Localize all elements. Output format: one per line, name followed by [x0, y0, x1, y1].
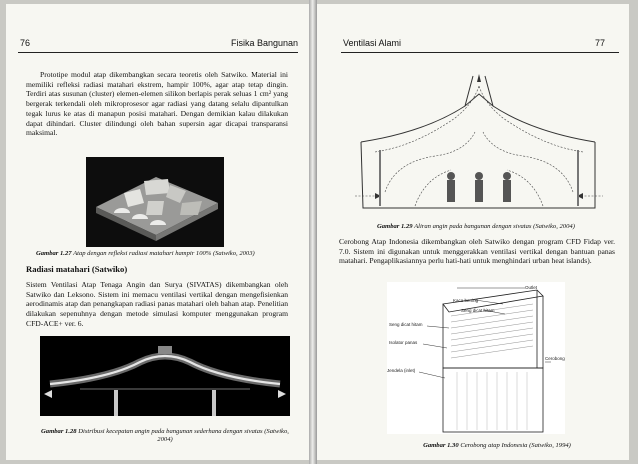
- figure-label: Gambar 1.27: [36, 250, 72, 257]
- header-rule: [341, 52, 619, 53]
- page-number: 77: [595, 38, 606, 48]
- book-spine: [309, 0, 317, 464]
- figure-1-30-caption: [377, 442, 617, 450]
- body-paragraph: Cerobong Atap Indonesia dikembangkan oleh Satwiko dengan program CFD Fidap ver. 7.0. Sistem ini digunakan untuk menggerakkan ventilasi vertikal dengan bantuan panas matahari. Pengaplikasiannya perlu hati-hati untuk menghindari urban heat islands).: [339, 237, 615, 266]
- label-outlet: Outlet: [525, 285, 538, 290]
- left-page: [6, 4, 309, 460]
- label-seng-hitam-left: Seng dicat hitam: [389, 322, 423, 327]
- caption-text: Atap dengan refleksi radiasi matahari hampir 100% (Satwiko, 2003): [73, 250, 255, 257]
- figure-1-30-diagram: [387, 282, 565, 434]
- figure-label: Gambar 1.29: [377, 223, 413, 230]
- figure-1-29-diagram: [355, 72, 603, 218]
- section-title: Radiasi matahari (Satwiko): [26, 264, 128, 274]
- intro-paragraph: Prototipe modul atap dikembangkan secara teoretis oleh Satwiko. Material ini memiliki refleksi radiasi matahari ekstrem, hampir 100%, agar atap tetap dingin. Terdiri atas susunan (cluster) elemen-elemen silikon berlapis perak seluas 1 cm² yang bergerak terkendali oleh mikroprosesor agar radiasi yang datang selalu dipantulkan tegak lurus ke atas di manapun posisi matahari. Dengan demikian kalau dilakukan dapat dihindari. Cluster dilindungi oleh bahan supersin agar dicapai transparansi maksimal.: [26, 70, 288, 138]
- figure-label: Gambar 1.28: [41, 428, 77, 435]
- figure-1-27-image: [86, 157, 224, 247]
- caption-text: Aliran angin pada bangunan dengan sivatas (Satwiko, 2004): [414, 223, 575, 230]
- label-kaca-bening: Kaca bening: [453, 298, 479, 303]
- figure-1-28-image: [40, 336, 290, 416]
- running-title: Fisika Bangunan: [231, 38, 299, 48]
- figure-1-27-caption: [36, 250, 296, 258]
- label-seng-hitam-top: Seng dicat hitam: [461, 308, 495, 313]
- label-cerobong: Cerobong: [545, 356, 565, 361]
- figure-1-29-caption: [377, 223, 617, 231]
- section-paragraph: Sistem Ventilasi Atap Tenaga Angin dan Surya (SIVATAS) dikembangkan oleh Satwiko dan Leksono. Sistem ini memacu ventilasi vertikal dengan mengefisienkan aerodinamis atap dan penangkapan radiasi panas matahari oleh bahan atap. Penelitian dilakukan sepenuhnya dengan metode simulasi komputer menggunakan program CFD-ACE+ ver. 6.: [26, 280, 288, 328]
- caption-text: Distribusi kecepatan angin pada bangunan sederhana dengan sivatas (Satwiko, 2004): [78, 428, 289, 443]
- figure-label: Gambar 1.30: [423, 442, 459, 449]
- running-title: Ventilasi Alami: [343, 38, 402, 48]
- page-number: 76: [20, 38, 31, 48]
- right-page: [317, 4, 629, 460]
- caption-text: Cerobong atap Indonesia (Satwiko, 1994): [460, 442, 571, 449]
- label-isolator-panas: Isolator panas: [389, 340, 418, 345]
- header-rule: [18, 52, 298, 53]
- figure-1-28-caption: [40, 428, 290, 444]
- label-jendela: Jendela (inlet): [387, 368, 416, 373]
